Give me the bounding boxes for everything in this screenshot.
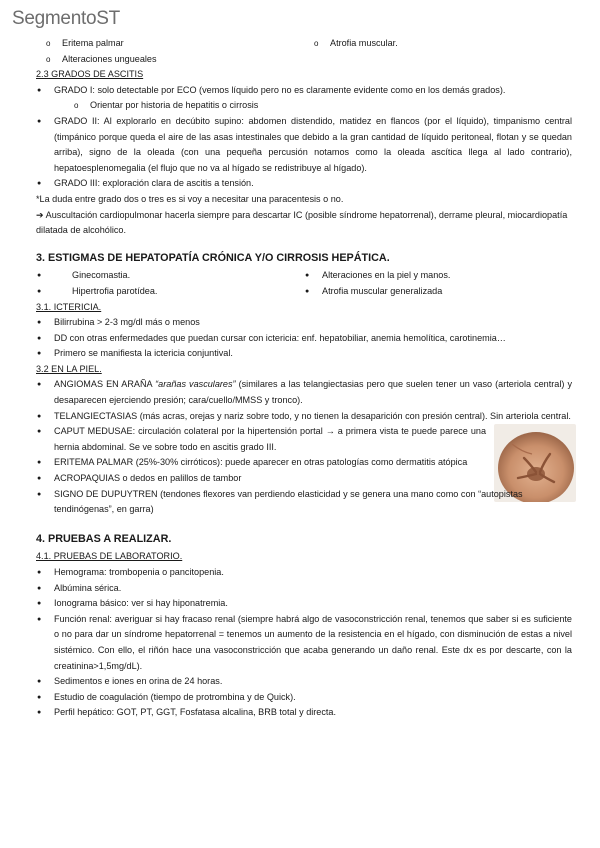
list-item: ● Albúmina sérica.: [36, 581, 572, 597]
list-item: ● Sedimentos e iones en orina de 24 horas.: [36, 674, 572, 690]
brand-logo: SegmentoST: [12, 8, 120, 29]
list-item: ● Bilirrubina > 2-3 mg/dl más o menos: [36, 315, 572, 331]
section-title-ascitis: 2.3 GRADOS DE ASCITIS: [36, 69, 144, 80]
list-item: ● Hipertrofia parotídea.: [36, 284, 304, 300]
list-item: ● ACROPAQUIAS o dedos en palillos de tambor: [36, 471, 572, 487]
subsection-title-lab: 4.1. PRUEBAS DE LABORATORIO.: [36, 551, 183, 562]
list-item: ● Ionograma básico: ver si hay hiponatremia.: [36, 596, 572, 612]
stigmata-list: [36, 268, 572, 299]
list-item: ● Ginecomastia.: [36, 268, 304, 284]
note-text: *La duda entre grado dos o tres es si voy a necesitar una paracentesis o no.: [36, 193, 344, 204]
document-body: [36, 36, 572, 721]
list-item: ● ANGIOMAS EN ARAÑA “arañas vasculares” (similares a las telangiectasias pero que suelen tener un vaso (arteriola central) y desaparecen ejerciendo presión; cara/cuello/MMSS y tronco).: [36, 377, 572, 408]
list-item: ● Atrofia muscular generalizada: [304, 284, 572, 300]
list-item: ● TELANGIECTASIAS (más acras, orejas y nariz sobre todo, y no tienen la desaparición con presión central). Sin arteriola central.: [36, 409, 572, 425]
list-item: ● Hemograma: trombopenia o pancitopenia.: [36, 565, 572, 581]
list-item: ● GRADO I: solo detectable por ECO (vemos líquido pero no es claramente evidente como en los demás grados).: [36, 83, 572, 99]
list-item: ● Función renal: averiguar si hay fracaso renal (siempre habrá algo de vasoconstricción renal, tenemos que saber si es suficiente o no para dar un síndrome hepatorrenal = tenemos un aumento de la resistencia en el hígado, con disminución de estas a nivel sistémico. Con ello, el riñón hace una vasoconstricción que acaba generando un daño renal. Este dx es por descarte, con la creatinina>1,5mg/dL).: [36, 612, 572, 674]
list-item: ● DD con otras enfermedades que puedan cursar con ictericia: enf. hepatobiliar, anemia hemolítica, carotinemia…: [36, 331, 572, 347]
list-item: ● Primero se manifiesta la ictericia conjuntival.: [36, 346, 572, 362]
list-item: o Atrofia muscular.: [304, 36, 572, 52]
subsection-title-ictericia: 3.1. ICTERICIA.: [36, 301, 102, 312]
list-item: ● GRADO III: exploración clara de ascitis a tensión.: [36, 176, 572, 192]
list-item: o Alteraciones ungueales: [36, 52, 304, 68]
list-item: ● Estudio de coagulación (tiempo de protrombina y de Quick).: [36, 690, 572, 706]
list-item: ● SIGNO DE DUPUYTREN (tendones flexores van perdiendo elasticidad y se genera una mano como con “autopistas tendinógenas”, en garra): [36, 487, 572, 518]
section-heading: 4. PRUEBAS A REALIZAR.: [36, 532, 172, 545]
list-item: o Orientar por historia de hepatitis o cirrosis: [36, 98, 572, 114]
list-item: ● Alteraciones en la piel y manos.: [304, 268, 572, 284]
list-item: ● GRADO II: Al explorarlo en decúbito supino: abdomen distendido, matidez en flancos (por el líquido), timpanismo central (timpánico porque queda el aire de las asas intestinales que debido a la gran cantidad de líquido peritoneal, flotan y se quedan arriba), signo de la oleada (con una pequeña percusión notamos como la oleada ascítica llega al lado contrario), hepatoesplenomegalia (el flujo que no va al hígado se redistribuye al hígado).: [36, 114, 572, 176]
list-item: ● CAPUT MEDUSAE: circulación colateral por la hipertensión portal → a primera vista te puede parece una hernia abdominal. Se ve sobre todo en ascitis grado III.: [36, 424, 486, 455]
top-list: [36, 36, 572, 67]
subsection-title-piel: 3.2 EN LA PIEL.: [36, 363, 102, 374]
caput-block: [36, 424, 572, 471]
section-heading: 3. ESTIGMAS DE HEPATOPATÍA CRÓNICA Y/O CIRROSIS HEPÁTICA.: [36, 251, 390, 264]
list-item: o Eritema palmar: [36, 36, 304, 52]
list-item: ● ERITEMA PALMAR (25%-30% cirróticos): puede aparecer en otras patologías como dermatitis atópica: [36, 455, 486, 471]
note-text: ➔ Auscultación cardiopulmonar hacerla siempre para descartar IC (posible síndrome hepatorrenal), derrame pleural, miocardiopatía dilatada de alcohólico.: [36, 209, 568, 236]
list-item: ● Perfil hepático: GOT, PT, GGT, Fosfatasa alcalina, BRB total y directa.: [36, 705, 572, 721]
